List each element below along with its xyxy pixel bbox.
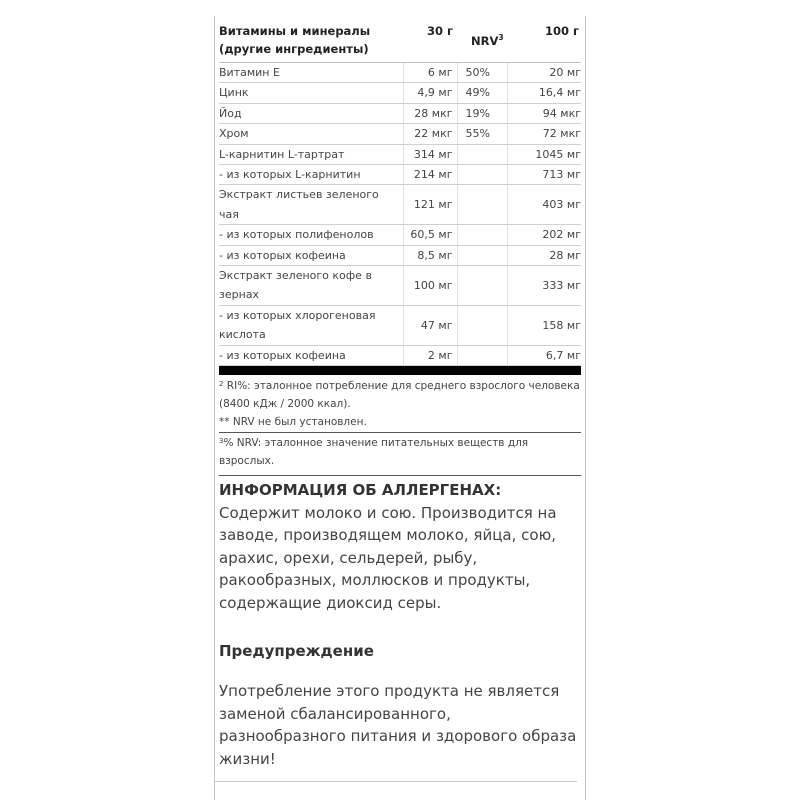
allergen-label: ИНФОРМАЦИЯ ОБ АЛЛЕРГЕНАХ: — [219, 481, 502, 500]
row-30g: 28 мкг — [403, 103, 457, 123]
row-100g: 1045 мг — [507, 144, 581, 164]
table-row — [219, 345, 581, 365]
row-nrv — [457, 245, 507, 265]
footnote-nrv-sup: 3 — [219, 437, 224, 446]
row-name: - из которых хлорогеновая кислота — [219, 305, 403, 345]
row-30g: 6 мг — [403, 63, 457, 83]
row-100g: 158 мг — [507, 305, 581, 345]
row-30g: 8,5 мг — [403, 245, 457, 265]
table-row — [219, 83, 581, 103]
row-100g: 6,7 мг — [507, 345, 581, 365]
row-100g: 20 мг — [507, 63, 581, 83]
footnotes — [219, 375, 581, 470]
row-nrv — [457, 345, 507, 365]
row-nrv — [457, 266, 507, 306]
row-name: Витамин Е — [219, 63, 403, 83]
row-nrv — [457, 305, 507, 345]
row-name: Цинк — [219, 83, 403, 103]
row-nrv — [457, 144, 507, 164]
row-30g: 314 мг — [403, 144, 457, 164]
table-row — [219, 225, 581, 245]
table-row — [219, 63, 581, 83]
row-100g: 713 мг — [507, 165, 581, 185]
footnote-ri-sup: 2 — [219, 380, 224, 389]
table-row — [219, 165, 581, 185]
row-100g: 72 мкг — [507, 124, 581, 144]
warning-title: Предупреждение — [219, 642, 374, 661]
table-row — [219, 124, 581, 144]
row-30g: 22 мкг — [403, 124, 457, 144]
bottom-divider — [215, 781, 577, 782]
row-nrv — [457, 225, 507, 245]
table-row — [219, 144, 581, 164]
table-bottom-bar — [219, 366, 581, 375]
row-name: Йод — [219, 103, 403, 123]
row-name: - из которых L-карнитин — [219, 165, 403, 185]
row-nrv — [457, 165, 507, 185]
row-30g: 100 мг — [403, 266, 457, 306]
panel-content — [219, 16, 581, 770]
row-name: Хром — [219, 124, 403, 144]
row-100g: 28 мг — [507, 245, 581, 265]
row-name: Экстракт зеленого кофе в зернах — [219, 266, 403, 306]
table-row — [219, 266, 581, 306]
row-nrv: 19% — [457, 103, 507, 123]
row-name: - из которых полифенолов — [219, 225, 403, 245]
row-100g: 403 мг — [507, 185, 581, 225]
footnote-ri — [219, 375, 581, 413]
footnote-ri-text: RI%: эталонное потребление для среднего взрослого человека (8400 кДж / 2000 ккал). — [219, 380, 580, 411]
header-nrv-label: NRV — [471, 34, 499, 48]
row-name: - из которых кофеина — [219, 245, 403, 265]
row-name: - из которых кофеина — [219, 345, 403, 365]
row-name: Экстракт листьев зеленого чая — [219, 185, 403, 225]
row-name: L-карнитин L-тартрат — [219, 144, 403, 164]
row-nrv: 50% — [457, 63, 507, 83]
table-row — [219, 305, 581, 345]
table-row — [219, 245, 581, 265]
table-row — [219, 103, 581, 123]
footnote-nrv-text: % NRV: эталонное значение питательных веществ для взрослых. — [219, 437, 529, 468]
nutrition-panel — [214, 16, 586, 800]
row-30g: 121 мг — [403, 185, 457, 225]
row-100g: 333 мг — [507, 266, 581, 306]
nutrition-table — [219, 63, 581, 366]
header-nrv-sup: 3 — [498, 33, 504, 42]
warning-text: Употребление этого продукта не является заменой сбалансированного, разнообразного питания и здорового образа жизни! — [219, 682, 577, 768]
table-row — [219, 185, 581, 225]
row-30g: 2 мг — [403, 345, 457, 365]
row-nrv: 49% — [457, 83, 507, 103]
row-100g: 16,4 мг — [507, 83, 581, 103]
allergen-text: Содержит молоко и сою. Производится на заводе, производящем молоко, яйца, сою, арахис, орехи, сельдерей, рыбу, ракообразных, моллюсков и продукты, содержащие диоксид серы. — [219, 503, 557, 612]
row-nrv: 55% — [457, 124, 507, 144]
row-100g: 94 мкг — [507, 103, 581, 123]
footnote-nrv-not-set: ** NRV не был установлен. — [219, 416, 367, 429]
table-header — [219, 16, 581, 63]
header-30g: 30 г — [426, 24, 453, 38]
row-nrv — [457, 185, 507, 225]
header-100g: 100 г — [544, 24, 579, 38]
row-30g: 214 мг — [403, 165, 457, 185]
row-100g: 202 мг — [507, 225, 581, 245]
header-nrv — [471, 32, 504, 50]
allergen-info — [219, 475, 581, 614]
row-30g: 47 мг — [403, 305, 457, 345]
header-name: Витамины и минералы (другие ингредиенты) — [219, 24, 371, 56]
footnote-nrv — [219, 432, 581, 470]
row-30g: 4,9 мг — [403, 83, 457, 103]
row-30g: 60,5 мг — [403, 225, 457, 245]
